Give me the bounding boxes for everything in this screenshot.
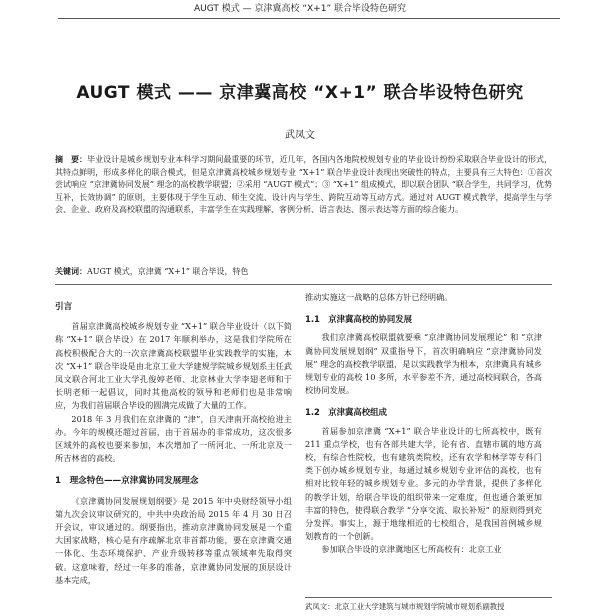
intro-paragraph-1: 首届京津冀高校城乡规划专业 “X+1” 联合毕业设计（以下简称 “X+1” 联合毕设）在 2017 年顺利举办，这是我们学院所在高校积极配合大的一次京津冀高校联盟毕业实践教学的实施，本次 “X+1” 联合毕设是由北京工业大学建规学院城乡规划系主任武凤文联合河北工业大学孔俊婷老师、北京林业大学李翅老师和于长明老师一起倡议，同时其他高校的领导和老师们也是非常响应，为我们首届联合毕设的圆满完成做了大量的工作。	[55, 321, 292, 411]
subsection-1-2-heading: 1.2 京津冀高校组成	[305, 407, 387, 418]
header-rule	[58, 18, 560, 19]
intro-heading: 引言	[55, 302, 73, 312]
right-column	[305, 291, 542, 557]
abstract-text: 毕业设计是城乡规划专业本科学习期间最重要的环节，近几年，各国内各地院校规划专业的毕业设计纷纷采取联合毕业设计的形式，其特点鲜明，形成多样化的联合模式，但是京津冀高校城乡规划专业 “X+1” 联合毕业设计表现出突破性的特点，主要具有三大特色：①首次尝试响应 “京津冀协同发展” 理念的高校教学联盟；②采用 “AUGT 模式”；③ “X+1” 组成模式，即以联合团队 “联合学生，共同学习，优势互补，长效协调” 的原则，主要体现于学生互动、师生交流、设计内与学生、跨院互动等互动方式。通过对 AUGT 模式教学，提高学生与学会、企业、政府及高校联盟的沟通联系，丰富学生在实践理解、客例分析、语言表达、图示表达等方面的综合能力。	[55, 155, 553, 215]
subsection-1-1-heading: 1.1 京津冀高校的协同发展	[305, 314, 412, 325]
section-1-heading: 1 理念特色——京津冀协同发展理念	[55, 476, 199, 487]
abstract-label: 摘 要：	[55, 155, 88, 164]
intro-paragraph-2: 2018 年 3 月我们在京津冀的 “津”，自天津南开高校抢进主办。今年的规模还超过首届，由于首届办的非常成功，这次很多区域外的高校也要来参加，本次增加了一所河北、一所北京及一所吉林省的高校。	[55, 413, 292, 464]
section-1-paragraph-1: 《京津冀协同发展规划纲要》是 2015 年中央财经领导小组第九次会议审议研究的，中共中央政治局 2015 年 4 月 30 日召开会议，审议通过的。纲要指出，推动京津冀协同发展是一个重大国家战略，核心是有序疏解北京非首都功能，要在京津冀交通一体化、生态环境保护、产业升级转移等重点领域率先取得突破。这意味着，经过一年多的准备，京津冀协同发展的顶层设计基本完成，	[55, 495, 292, 585]
abstract	[55, 154, 552, 217]
keywords-label: 关键词：	[55, 267, 87, 276]
continued-paragraph: 推动实施这一战略的总体方针已经明确。	[305, 292, 453, 302]
author-name: 武凤文	[285, 130, 315, 141]
author-footnote: 武凤文：北京工业大学建筑与城市规划学院城市规划系副教授	[305, 597, 552, 612]
left-column	[55, 291, 292, 587]
keywords	[55, 266, 552, 278]
keywords-text: AUGT 模式，京津冀 “X+1” 联合毕设，特色	[87, 267, 249, 276]
subsection-1-2-paragraph-1: 首届参加京津冀 “X+1” 联合毕业设计的七所高校中，既有 211 重点学校，也有各部共建大学，论有省、直辖市属的地方高校，有综合性院校，也有建筑类院校，还有农学和林学等专科门类下创办城乡规划专业，每通过城乡规划专业评估的高校，也有相对比较年轻的城乡规划专业。多元的办学背景，提供了多样化的教学计划，给联合毕设的组织带来一定难度，但也通合兼更加丰富的特色，使得联合教学 “分享交流、取长补短” 的原则得到充分发挥。事实上，源于地缘相近的七校组合，是我国首例城乡规划教育的一个创新。	[305, 425, 542, 542]
abstract-divider	[55, 284, 552, 285]
subsection-1-1-paragraph: 我们京津冀高校联盟就要乘 “京津冀协同发展理论” 和 “京津冀协同发展规划纲” 双重指导下，首次明确响应 “京津冀协同发展” 理念的高校教学联盟，是以实践教学为根本，京津冀具有城乡规划专业的高校 10 多所，水平参差不齐，通过高校间联合，各高校协同发展。	[305, 332, 542, 396]
running-header-text: AUGT 模式 — 京津冀高校 “X+1” 联合毕设特色研究	[194, 4, 406, 14]
paper-title: AUGT 模式 —— 京津冀高校 “X+1” 联合毕设特色研究	[76, 83, 524, 103]
subsection-1-2-paragraph-2: 参加联合毕设的京津冀地区七所高校有：北京工业	[321, 544, 502, 555]
running-header	[0, 0, 600, 20]
